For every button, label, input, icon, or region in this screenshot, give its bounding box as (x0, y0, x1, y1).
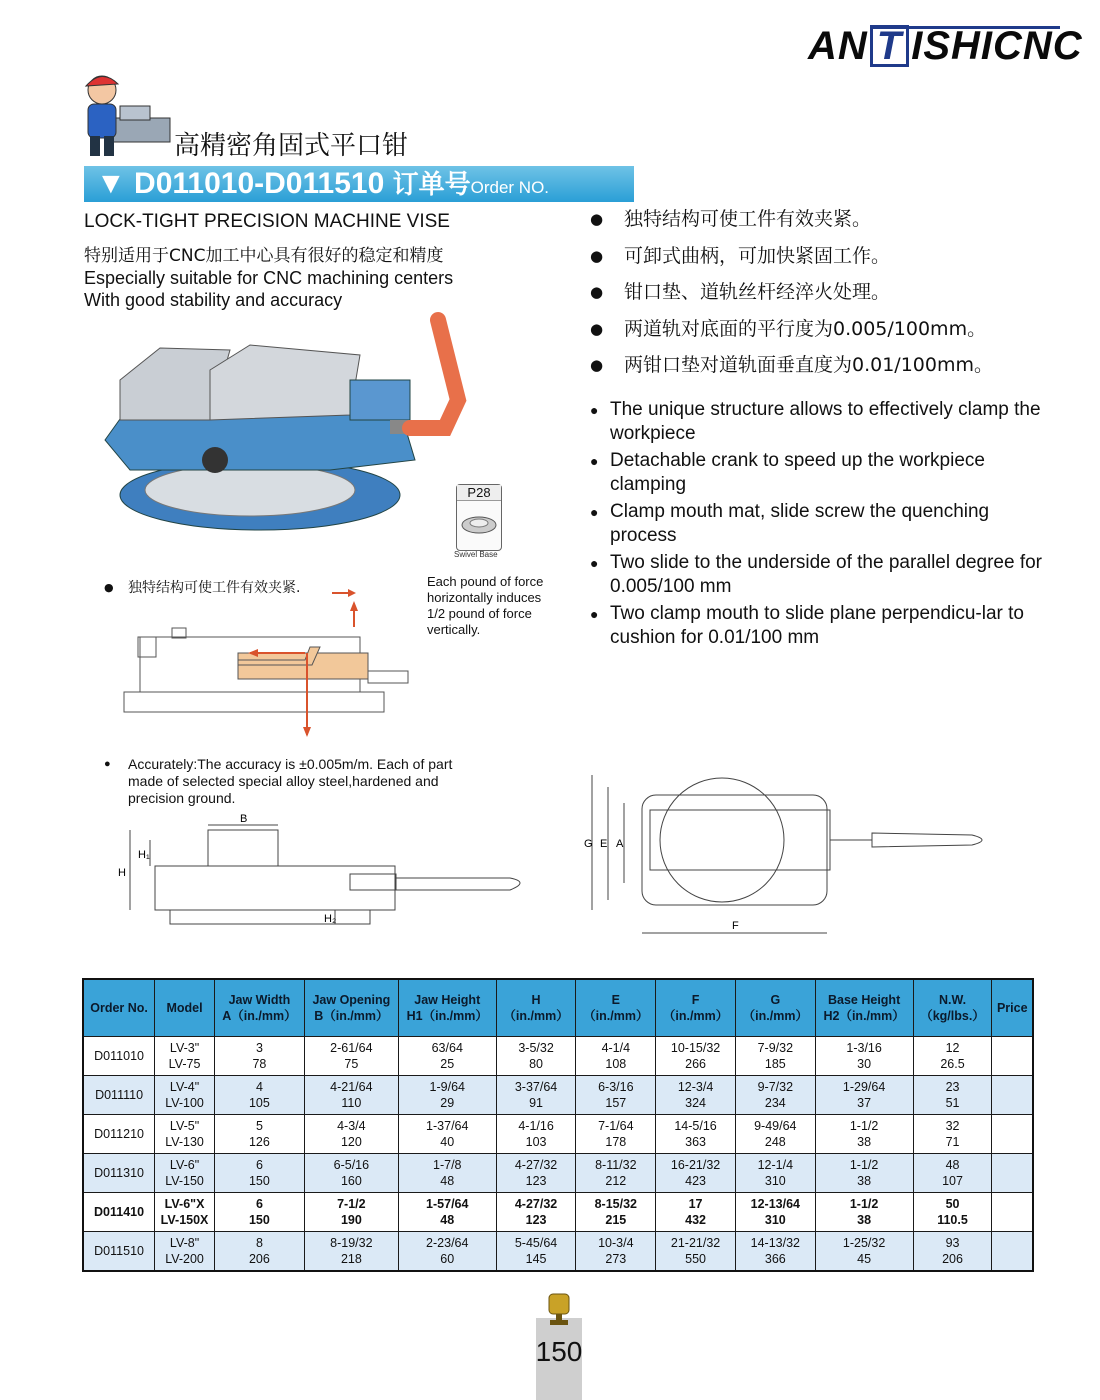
dim-label-h: H (118, 867, 126, 879)
table-cell-h1: 2-23/64 60 (398, 1232, 496, 1272)
table-cell-e: 6-3/16 157 (576, 1076, 656, 1115)
swivel-caption: Swivel Base (454, 550, 498, 559)
table-cell-model: LV-6" LV-150 (155, 1154, 215, 1193)
table-row (83, 1037, 1033, 1076)
feature-en-item: ● The unique structure allows to effectively clamp the workpiece (590, 398, 1060, 446)
table-cell-model: LV-8" LV-200 (155, 1232, 215, 1272)
dim-label-e: E (600, 838, 608, 850)
swivel-code: P28 (457, 485, 501, 501)
table-cell-model: LV-3" LV-75 (155, 1037, 215, 1076)
table-cell-order: D011510 (83, 1232, 155, 1272)
table-cell-g: 9-7/32 234 (735, 1076, 815, 1115)
table-cell-g: 7-9/32 185 (735, 1037, 815, 1076)
dim-label-h1: H₁ (138, 849, 150, 861)
product-title-en: LOCK-TIGHT PRECISION MACHINE VISE (84, 211, 450, 232)
table-header-cell: H （in./mm） (496, 979, 576, 1037)
table-cell-f: 10-15/32 266 (656, 1037, 736, 1076)
table-cell-order: D011210 (83, 1115, 155, 1154)
logo-text: AN T ISHICNC (808, 24, 1083, 68)
table-cell-f: 14-5/16 363 (656, 1115, 736, 1154)
description-en-2: With good stability and accuracy (84, 290, 343, 310)
table-cell-nw: 48 107 (913, 1154, 992, 1193)
order-number-bar (84, 166, 634, 202)
trophy-icon (542, 1290, 576, 1330)
table-row (83, 1193, 1033, 1232)
table-row (83, 1076, 1033, 1115)
features-cn-list (590, 205, 1070, 388)
table-cell-b: 8-19/32 218 (304, 1232, 398, 1272)
feature-en-item: ● Two clamp mouth to slide plane perpendicu-lar to cushion for 0.01/100 mm (590, 602, 1060, 650)
table-header-cell: Order No. (83, 979, 155, 1037)
table-cell-f: 16-21/32 423 (656, 1154, 736, 1193)
swivel-base-icon (457, 501, 501, 545)
vise-product-image (100, 310, 480, 535)
table-cell-f: 12-3/4 324 (656, 1076, 736, 1115)
dim-label-f: F (732, 920, 739, 932)
table-cell-order: D011110 (83, 1076, 155, 1115)
table-cell-a: 8 206 (214, 1232, 304, 1272)
table-cell-nw: 93 206 (913, 1232, 992, 1272)
table-cell-order: D011410 (83, 1193, 155, 1232)
table-header-cell: Price (992, 979, 1033, 1037)
table-row (83, 1115, 1033, 1154)
feature-en-item: ● Two slide to the underside of the parallel degree for 0.005/100 mm (590, 551, 1060, 599)
table-header-cell: G （in./mm） (735, 979, 815, 1037)
features-en-list (590, 398, 1060, 653)
table-header-cell: F （in./mm） (656, 979, 736, 1037)
table-cell-price (992, 1193, 1033, 1232)
logo-boxed-letter: T (870, 25, 909, 67)
table-cell-order: D011310 (83, 1154, 155, 1193)
force-diagram (120, 585, 420, 740)
table-cell-e: 8-15/32 215 (576, 1193, 656, 1232)
dim-label-b: B (240, 813, 248, 825)
table-cell-a: 6 150 (214, 1154, 304, 1193)
table-cell-e: 4-1/4 108 (576, 1037, 656, 1076)
order-label-en: Order NO. (470, 178, 550, 197)
accuracy-note: ● Accurately:The accuracy is ±0.005m/m. Each of part made of selected special alloy steel,hardened and precision ground. (104, 756, 488, 807)
table-cell-h1: 1-57/64 48 (398, 1193, 496, 1232)
dim-label-a: A (616, 838, 624, 850)
table-cell-nw: 23 51 (913, 1076, 992, 1115)
table-cell-h2: 1-1/2 38 (815, 1154, 913, 1193)
description-en-1: Especially suitable for CNC machining centers (84, 268, 454, 288)
table-header-cell: Jaw Width A（in./mm） (214, 979, 304, 1037)
force-note: Each pound of force horizontally induces 1/2 pound of force vertically. (427, 574, 544, 637)
dim-label-g: G (584, 838, 593, 850)
table-cell-f: 17 432 (656, 1193, 736, 1232)
table-cell-f: 21-21/32 550 (656, 1232, 736, 1272)
table-cell-h2: 1-25/32 45 (815, 1232, 913, 1272)
feature-en-item: ● Clamp mouth mat, slide screw the quenching process (590, 500, 1060, 548)
product-title-cn: 高精密角固式平口钳 (174, 131, 409, 161)
mascot-illustration (80, 70, 174, 160)
table-cell-g: 14-13/32 366 (735, 1232, 815, 1272)
table-cell-h: 3-37/64 91 (496, 1076, 576, 1115)
table-cell-h: 4-27/32 123 (496, 1193, 576, 1232)
table-cell-a: 5 126 (214, 1115, 304, 1154)
feature-cn-item: ● 两道轨对底面的平行度为0.005/100mm。 (590, 315, 1070, 352)
feature-en-item: ● Detachable crank to speed up the workpiece clamping (590, 449, 1060, 497)
table-cell-model: LV-5" LV-130 (155, 1115, 215, 1154)
table-cell-model: LV-4" LV-100 (155, 1076, 215, 1115)
dim-label-h2: H₂ (324, 913, 337, 925)
table-cell-nw: 50 110.5 (913, 1193, 992, 1232)
table-cell-order: D011010 (83, 1037, 155, 1076)
spec-table (82, 978, 1034, 1272)
table-cell-h2: 1-1/2 38 (815, 1193, 913, 1232)
table-cell-b: 4-21/64 110 (304, 1076, 398, 1115)
table-cell-h1: 63/64 25 (398, 1037, 496, 1076)
description-cn: 特别适用于CNC加工中心具有很好的稳定和精度 (84, 246, 444, 266)
table-cell-e: 10-3/4 273 (576, 1232, 656, 1272)
table-cell-a: 4 105 (214, 1076, 304, 1115)
table-header-row (83, 979, 1033, 1037)
table-cell-model: LV-6"X LV-150X (155, 1193, 215, 1232)
table-cell-h1: 1-9/64 29 (398, 1076, 496, 1115)
table-cell-h: 4-27/32 123 (496, 1154, 576, 1193)
table-cell-price (992, 1115, 1033, 1154)
table-header-cell: Jaw Opening B（in./mm） (304, 979, 398, 1037)
table-cell-nw: 32 71 (913, 1115, 992, 1154)
table-cell-h: 3-5/32 80 (496, 1037, 576, 1076)
feature-cn-item: ● 独特结构可使工件有效夹紧。 (590, 205, 1070, 242)
table-cell-b: 7-1/2 190 (304, 1193, 398, 1232)
clamp-note-cn: ● 独特结构可使工件有效夹紧. (104, 580, 1100, 596)
table-cell-b: 4-3/4 120 (304, 1115, 398, 1154)
table-header-cell: E （in./mm） (576, 979, 656, 1037)
swivel-base-thumbnail (456, 484, 502, 551)
table-cell-h1: 1-37/64 40 (398, 1115, 496, 1154)
table-row (83, 1154, 1033, 1193)
top-view-drawing (582, 765, 1002, 940)
table-cell-price (992, 1037, 1033, 1076)
table-header-cell: Base Height H2（in./mm） (815, 979, 913, 1037)
table-cell-e: 7-1/64 178 (576, 1115, 656, 1154)
table-cell-g: 12-1/4 310 (735, 1154, 815, 1193)
order-range: ▼ D011010-D011510 (96, 167, 385, 200)
table-cell-h2: 1-1/2 38 (815, 1115, 913, 1154)
table-cell-e: 8-11/32 212 (576, 1154, 656, 1193)
table-cell-g: 12-13/64 310 (735, 1193, 815, 1232)
feature-cn-item: ● 可卸式曲柄，可加快紧固工作。 (590, 242, 1070, 279)
table-cell-price (992, 1232, 1033, 1272)
table-header-cell: N.W. （kg/lbs.） (913, 979, 992, 1037)
order-label-cn: 订单号 (392, 170, 471, 200)
page-number: 150 (535, 1336, 583, 1367)
table-cell-h1: 1-7/8 48 (398, 1154, 496, 1193)
table-cell-g: 9-49/64 248 (735, 1115, 815, 1154)
table-cell-a: 6 150 (214, 1193, 304, 1232)
table-cell-a: 3 78 (214, 1037, 304, 1076)
table-cell-h2: 1-29/64 37 (815, 1076, 913, 1115)
table-cell-b: 2-61/64 75 (304, 1037, 398, 1076)
table-cell-price (992, 1154, 1033, 1193)
table-cell-h: 5-45/64 145 (496, 1232, 576, 1272)
table-cell-h: 4-1/16 103 (496, 1115, 576, 1154)
feature-cn-item: ● 两钳口垫对道轨面垂直度为0.01/100mm。 (590, 351, 1070, 388)
table-header-cell: Jaw Height H1（in./mm） (398, 979, 496, 1037)
table-row (83, 1232, 1033, 1272)
table-header-cell: Model (155, 979, 215, 1037)
feature-cn-item: ● 钳口垫、道轨丝杆经淬火处理。 (590, 278, 1070, 315)
side-view-drawing (110, 810, 530, 930)
table-cell-h2: 1-3/16 30 (815, 1037, 913, 1076)
table-cell-nw: 12 26.5 (913, 1037, 992, 1076)
table-cell-price (992, 1076, 1033, 1115)
brand-logo (808, 22, 1083, 70)
table-cell-b: 6-5/16 160 (304, 1154, 398, 1193)
product-description (84, 245, 453, 311)
